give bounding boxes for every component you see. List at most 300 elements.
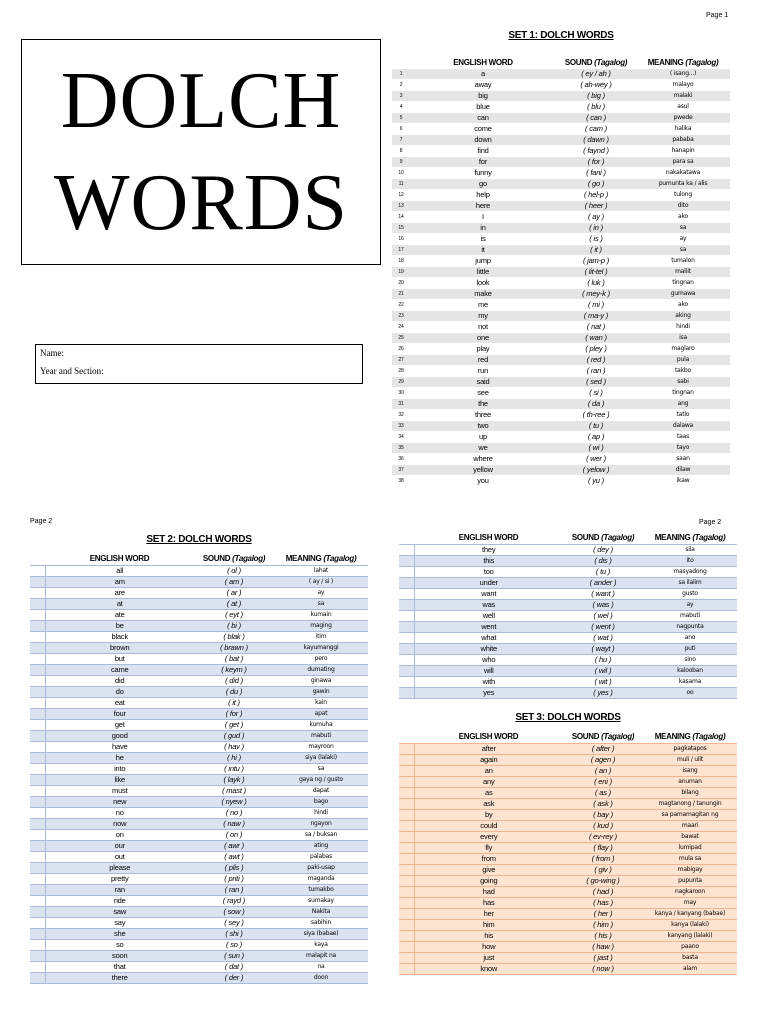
meaning-cell: maliit <box>636 267 730 278</box>
english-word: our <box>45 841 194 852</box>
english-word: fly <box>414 843 563 854</box>
sound-cell: ( blu ) <box>556 102 636 113</box>
english-word: are <box>45 588 194 599</box>
row-number <box>399 688 414 699</box>
header-meaning: MEANING (Tagalog) <box>643 532 737 545</box>
table-row <box>399 545 737 556</box>
sound-cell: ( had ) <box>563 887 643 898</box>
meaning-cell: lahat <box>274 566 368 577</box>
table-row <box>392 366 730 377</box>
header-sound: SOUND (Tagalog) <box>564 58 628 67</box>
english-word: how <box>414 942 563 953</box>
meaning-cell: may <box>643 898 737 909</box>
table-row <box>399 677 737 688</box>
table-row <box>30 775 368 786</box>
meaning-cell: siya (lalaki) <box>274 753 368 764</box>
english-word: four <box>45 709 194 720</box>
table-row <box>30 676 368 687</box>
sound-cell: ( it ) <box>194 698 274 709</box>
sound-cell: ( naw ) <box>194 819 274 830</box>
english-word: two <box>410 421 556 432</box>
meaning-cell: paano <box>643 942 737 953</box>
meaning-cell: isa <box>636 333 730 344</box>
table-row <box>30 951 368 962</box>
english-word: could <box>414 821 563 832</box>
sound-cell: ( bat ) <box>194 654 274 665</box>
meaning-cell: malapit na <box>274 951 368 962</box>
row-number <box>30 687 45 698</box>
sound-cell: ( intu ) <box>194 764 274 775</box>
row-number: 32 <box>392 410 410 421</box>
row-number <box>30 775 45 786</box>
set2-continued-table <box>399 532 737 699</box>
table-row <box>30 940 368 951</box>
meaning-cell: kain <box>274 698 368 709</box>
sound-cell: ( wer ) <box>556 454 636 465</box>
english-word: yes <box>414 688 563 699</box>
meaning-cell: tingnan <box>636 388 730 399</box>
row-number <box>30 896 45 907</box>
english-word: must <box>45 786 194 797</box>
table-row <box>399 600 737 611</box>
sound-cell: ( brawn ) <box>194 643 274 654</box>
sound-cell: ( ev-rey ) <box>563 832 643 843</box>
english-word: is <box>410 234 556 245</box>
row-number: 7 <box>392 135 410 146</box>
set3-table <box>399 731 737 975</box>
meaning-cell: mabigay <box>643 865 737 876</box>
row-number <box>399 545 414 556</box>
table-row <box>399 810 737 821</box>
sound-cell: ( mi ) <box>556 300 636 311</box>
english-word: can <box>410 113 556 124</box>
english-word: going <box>414 876 563 887</box>
table-row <box>30 566 368 577</box>
english-word: here <box>410 201 556 212</box>
meaning-cell: tayo <box>636 443 730 454</box>
table-row <box>30 830 368 841</box>
meaning-cell: tulong <box>636 190 730 201</box>
english-word: said <box>410 377 556 388</box>
row-number <box>399 589 414 600</box>
header-english: ENGLISH WORD <box>414 731 563 744</box>
meaning-cell: masyadong <box>643 567 737 578</box>
table-row <box>30 819 368 830</box>
row-number <box>399 964 414 975</box>
sound-cell: ( so ) <box>194 940 274 951</box>
table-row <box>30 599 368 610</box>
meaning-cell: halika <box>636 124 730 135</box>
meaning-cell: takbo <box>636 366 730 377</box>
table-row <box>392 234 730 245</box>
row-number: 15 <box>392 223 410 234</box>
meaning-cell: pagkatapos <box>643 744 737 755</box>
english-word: good <box>45 731 194 742</box>
row-number: 3 <box>392 91 410 102</box>
table-row <box>392 454 730 465</box>
sound-cell: ( wayt ) <box>563 644 643 655</box>
sound-cell: ( wit ) <box>563 677 643 688</box>
meaning-cell: ako <box>636 300 730 311</box>
table-row <box>399 909 737 920</box>
english-word: am <box>45 577 194 588</box>
english-word: that <box>45 962 194 973</box>
english-word: no <box>45 808 194 819</box>
english-word: jump <box>410 256 556 267</box>
english-word: as <box>414 788 563 799</box>
english-word: just <box>414 953 563 964</box>
row-number: 31 <box>392 399 410 410</box>
row-number: 19 <box>392 267 410 278</box>
sound-cell: ( wel ) <box>563 611 643 622</box>
sound-cell: ( ander ) <box>563 578 643 589</box>
table-row <box>30 973 368 984</box>
row-number: 17 <box>392 245 410 256</box>
table-row <box>30 885 368 896</box>
row-number: 12 <box>392 190 410 201</box>
meaning-cell: para sa <box>636 157 730 168</box>
table-row <box>392 124 730 135</box>
row-number <box>399 887 414 898</box>
row-number: 24 <box>392 322 410 333</box>
sound-cell: ( did ) <box>194 676 274 687</box>
sound-cell: ( her ) <box>563 909 643 920</box>
english-word: too <box>414 567 563 578</box>
row-number <box>399 567 414 578</box>
table-row <box>392 135 730 146</box>
english-word: came <box>45 665 194 676</box>
title-line-2: WORDS <box>54 159 348 247</box>
meaning-cell: maging <box>274 621 368 632</box>
english-word: we <box>410 443 556 454</box>
table-header-row <box>30 553 368 566</box>
english-word: they <box>414 545 563 556</box>
meaning-cell: pumunta ka / alis <box>636 179 730 190</box>
table-row <box>30 577 368 588</box>
table-row <box>30 698 368 709</box>
sound-cell: ( dis ) <box>563 556 643 567</box>
set1-title: SET 1: DOLCH WORDS <box>508 30 614 41</box>
row-number <box>30 874 45 885</box>
row-number <box>30 841 45 852</box>
sound-cell: ( cam ) <box>556 124 636 135</box>
row-number <box>30 753 45 764</box>
english-word: well <box>414 611 563 622</box>
english-word: who <box>414 655 563 666</box>
sound-cell: ( in ) <box>556 223 636 234</box>
row-number <box>30 709 45 720</box>
sound-cell: ( at ) <box>194 599 274 610</box>
row-number <box>399 898 414 909</box>
english-word: what <box>414 633 563 644</box>
meaning-cell: hindi <box>636 322 730 333</box>
meaning-cell: puti <box>643 644 737 655</box>
table-row <box>30 731 368 742</box>
row-number <box>30 610 45 621</box>
meaning-cell: sino <box>643 655 737 666</box>
meaning-cell: na <box>274 962 368 973</box>
row-number <box>30 885 45 896</box>
sound-cell: ( nat ) <box>556 322 636 333</box>
sound-cell: ( kud ) <box>563 821 643 832</box>
english-word: ride <box>45 896 194 907</box>
table-row <box>392 168 730 179</box>
english-word: eat <box>45 698 194 709</box>
english-word: his <box>414 931 563 942</box>
row-number <box>30 588 45 599</box>
row-number: 5 <box>392 113 410 124</box>
sound-cell: ( shi ) <box>194 929 274 940</box>
meaning-cell: dalawa <box>636 421 730 432</box>
row-number: 9 <box>392 157 410 168</box>
sound-cell: ( red ) <box>556 355 636 366</box>
table-row <box>30 918 368 929</box>
meaning-cell: itim <box>274 632 368 643</box>
sound-cell: ( ol ) <box>194 566 274 577</box>
table-row <box>399 821 737 832</box>
table-row <box>392 201 730 212</box>
sound-cell: ( du ) <box>194 687 274 698</box>
table-row <box>392 289 730 300</box>
row-number: 16 <box>392 234 410 245</box>
sound-cell: ( yu ) <box>556 476 636 487</box>
meaning-cell: ngayon <box>274 819 368 830</box>
table-row <box>399 843 737 854</box>
table-row <box>392 377 730 388</box>
table-row <box>392 432 730 443</box>
english-word: say <box>45 918 194 929</box>
english-word: will <box>414 666 563 677</box>
meaning-cell: dito <box>636 201 730 212</box>
table-row <box>30 687 368 698</box>
row-number: 4 <box>392 102 410 113</box>
sound-cell: ( priti ) <box>194 874 274 885</box>
english-word: at <box>45 599 194 610</box>
sound-cell: ( th-ree ) <box>556 410 636 421</box>
english-word: did <box>45 676 194 687</box>
meaning-cell: pupunta <box>643 876 737 887</box>
english-word: have <box>45 742 194 753</box>
english-word: under <box>414 578 563 589</box>
table-row <box>392 355 730 366</box>
header-meaning: MEANING (Tagalog) <box>647 58 719 67</box>
meaning-cell: tumakbo <box>274 885 368 896</box>
sound-cell: ( dat ) <box>194 962 274 973</box>
sound-cell: ( hav ) <box>194 742 274 753</box>
meaning-cell: tingnan <box>636 278 730 289</box>
sound-cell: ( luk ) <box>556 278 636 289</box>
meaning-cell: anuman <box>643 777 737 788</box>
row-number <box>399 644 414 655</box>
row-number: 8 <box>392 146 410 157</box>
english-word: red <box>410 355 556 366</box>
english-word: want <box>414 589 563 600</box>
table-header-row <box>399 532 737 545</box>
english-word: new <box>45 797 194 808</box>
sound-cell: ( from ) <box>563 854 643 865</box>
table-row <box>399 644 737 655</box>
sound-cell: ( der ) <box>194 973 274 984</box>
sound-cell: ( ar ) <box>194 588 274 599</box>
set1-table <box>392 57 730 487</box>
table-row <box>392 300 730 311</box>
row-number <box>30 973 45 984</box>
table-row <box>30 632 368 643</box>
header-english: ENGLISH WORD <box>414 532 563 545</box>
sound-cell: ( dey ) <box>563 545 643 556</box>
row-number: 27 <box>392 355 410 366</box>
english-word: black <box>45 632 194 643</box>
english-word: for <box>410 157 556 168</box>
sound-cell: ( ma-y ) <box>556 311 636 322</box>
sound-cell: ( is ) <box>556 234 636 245</box>
table-row <box>399 655 737 666</box>
meaning-cell: gusto <box>643 589 737 600</box>
row-number <box>399 865 414 876</box>
english-word: on <box>45 830 194 841</box>
sound-cell: ( plis ) <box>194 863 274 874</box>
meaning-cell: Nakita <box>274 907 368 918</box>
meaning-cell: sa <box>636 223 730 234</box>
row-number: 23 <box>392 311 410 322</box>
english-word: into <box>45 764 194 775</box>
english-word: see <box>410 388 556 399</box>
meaning-cell: ating <box>274 841 368 852</box>
sound-cell: ( eni ) <box>563 777 643 788</box>
row-number <box>30 797 45 808</box>
sound-cell: ( can ) <box>556 113 636 124</box>
meaning-cell: asul <box>636 102 730 113</box>
table-row <box>30 665 368 676</box>
meaning-cell: pababa <box>636 135 730 146</box>
meaning-cell: ginawa <box>274 676 368 687</box>
year-section-label: Year and Section: <box>40 366 104 376</box>
table-row <box>392 333 730 344</box>
row-number <box>30 940 45 951</box>
row-number <box>399 931 414 942</box>
meaning-cell: tatlo <box>636 410 730 421</box>
row-number: 25 <box>392 333 410 344</box>
meaning-cell: palabas <box>274 852 368 863</box>
sound-cell: ( rayd ) <box>194 896 274 907</box>
sound-cell: ( bi ) <box>194 621 274 632</box>
sound-cell: ( si ) <box>556 388 636 399</box>
sound-cell: ( tu ) <box>563 567 643 578</box>
sound-cell: ( tu ) <box>556 421 636 432</box>
header-english: ENGLISH WORD <box>453 58 513 67</box>
english-word: run <box>410 366 556 377</box>
sound-cell: ( awt ) <box>194 852 274 863</box>
sound-cell: ( ap ) <box>556 432 636 443</box>
row-number <box>30 918 45 929</box>
table-row <box>392 91 730 102</box>
meaning-cell: alam <box>643 964 737 975</box>
row-number <box>30 929 45 940</box>
english-word: please <box>45 863 194 874</box>
table-row <box>392 102 730 113</box>
row-number <box>399 677 414 688</box>
table-row <box>30 709 368 720</box>
table-row <box>30 852 368 863</box>
table-row <box>30 874 368 885</box>
sound-cell: ( wi ) <box>556 443 636 454</box>
row-number <box>30 566 45 577</box>
table-row <box>30 962 368 973</box>
row-number: 34 <box>392 432 410 443</box>
table-row <box>392 69 730 80</box>
sound-cell: ( agen ) <box>563 755 643 766</box>
meaning-cell: ay <box>274 588 368 599</box>
english-word: little <box>410 267 556 278</box>
meaning-cell: hindi <box>274 808 368 819</box>
sound-cell: ( yes ) <box>563 688 643 699</box>
cover-title <box>21 39 381 265</box>
row-number <box>399 788 414 799</box>
table-row <box>399 788 737 799</box>
table-row <box>392 421 730 432</box>
row-number <box>30 852 45 863</box>
english-word: any <box>414 777 563 788</box>
row-number <box>30 643 45 654</box>
table-row <box>392 80 730 91</box>
meaning-cell: mabuti <box>274 731 368 742</box>
english-word: away <box>410 80 556 91</box>
english-word: there <box>45 973 194 984</box>
sound-cell: ( was ) <box>563 600 643 611</box>
row-number <box>30 786 45 797</box>
english-word: white <box>414 644 563 655</box>
table-row <box>30 654 368 665</box>
english-word: saw <box>45 907 194 918</box>
row-number <box>399 909 414 920</box>
meaning-cell: gawin <box>274 687 368 698</box>
meaning-cell: nagkaroon <box>643 887 737 898</box>
table-row <box>399 777 737 788</box>
table-row <box>30 797 368 808</box>
table-row <box>399 898 737 909</box>
table-row <box>392 146 730 157</box>
meaning-cell: dumating <box>274 665 368 676</box>
table-row <box>30 720 368 731</box>
table-header-row <box>399 731 737 744</box>
row-number <box>30 863 45 874</box>
table-row <box>392 190 730 201</box>
table-row <box>392 322 730 333</box>
english-word: with <box>414 677 563 688</box>
sound-cell: ( ah-wey ) <box>556 80 636 91</box>
meaning-cell: nakakatawa <box>636 168 730 179</box>
english-word: three <box>410 410 556 421</box>
english-word: was <box>414 600 563 611</box>
meaning-cell: ako <box>636 212 730 223</box>
table-row <box>399 766 737 777</box>
row-number <box>30 654 45 665</box>
row-number: 21 <box>392 289 410 300</box>
meaning-cell: apat <box>274 709 368 720</box>
table-row <box>392 212 730 223</box>
english-word: every <box>414 832 563 843</box>
sound-cell: ( hi ) <box>194 753 274 764</box>
table-row <box>30 896 368 907</box>
row-number <box>399 633 414 644</box>
table-row <box>399 887 737 898</box>
sound-cell: ( wil ) <box>563 666 643 677</box>
row-number <box>399 578 414 589</box>
sound-cell: ( hel-p ) <box>556 190 636 201</box>
table-row <box>392 113 730 124</box>
table-row <box>399 876 737 887</box>
english-word: down <box>410 135 556 146</box>
